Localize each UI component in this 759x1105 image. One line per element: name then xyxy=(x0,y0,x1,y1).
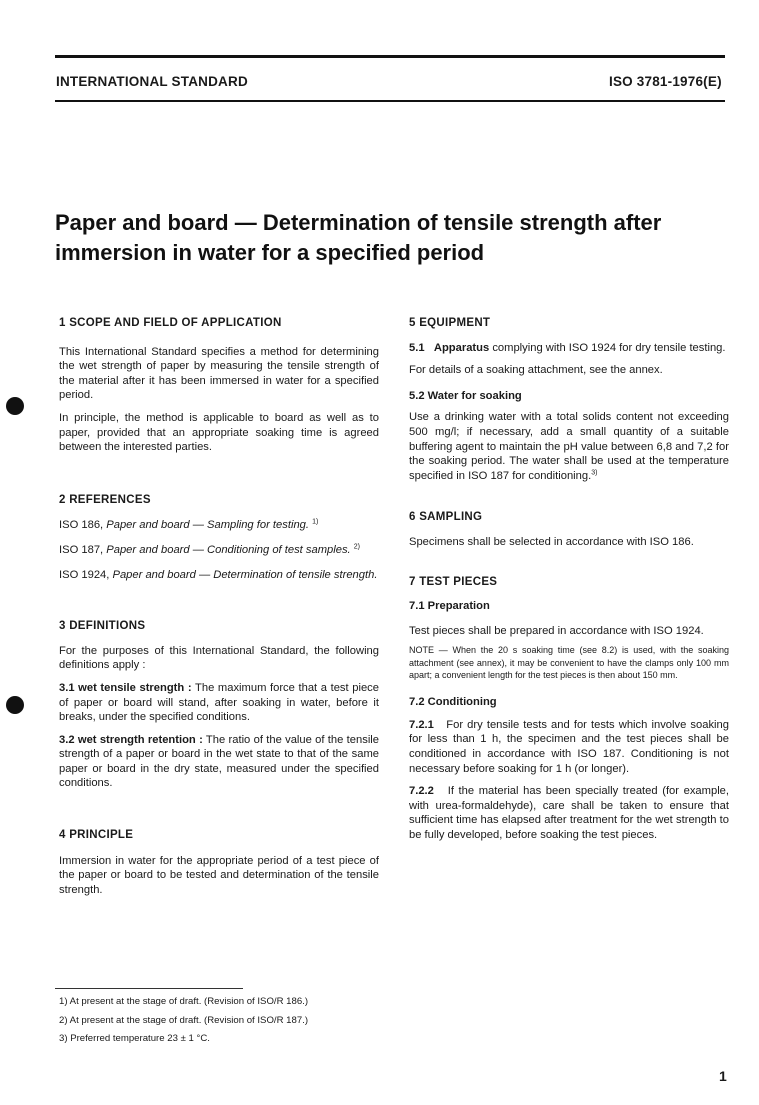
preparation-note: NOTE — When the 20 s soaking time (see 8.2) is used, with the soaking attachment (see annex), it may be convenient to have the clamps only 100 mm apart; a convenient length for the test pieces is then about 150 mm. xyxy=(409,645,729,680)
clause-text: complying with ISO 1924 for dry tensile testing. xyxy=(492,341,726,354)
scope-paragraph-2: In principle, the method is applicable to board as well as to paper, provided that an appropriate soaking time is agreed between the interested parties. xyxy=(59,411,379,454)
definitions-intro: For the purposes of this International Standard, the following definitions apply : xyxy=(59,644,379,672)
definition-3-1 xyxy=(59,681,379,725)
reference-item xyxy=(59,543,379,558)
definition-text: The ratio of the value of the tensile strength of a paper or board in the wet state to that of the same paper or board in the dry state, measured under the specified conditions. xyxy=(59,733,380,790)
scope-paragraph-1: This International Standard specifies a method for determining the wet strength of paper by measuring the tensile strength of the material after it has been immersed in water for a specified period. xyxy=(59,345,379,402)
clause-text: For dry tensile tests and for tests which involve soaking for less than 1 h, the specimen and the test pieces shall be conditioned in accordance with ISO 187. Conditioning is not necessary before soaking for 1 h (or longer). xyxy=(409,718,729,775)
margin-bullet xyxy=(6,696,24,714)
clause-number: 5.1 xyxy=(409,341,425,354)
conditioning-7-2-2 xyxy=(409,784,729,842)
preparation-text: Test pieces shall be prepared in accordance with ISO 1924. xyxy=(409,624,704,637)
section-heading-4: 4 PRINCIPLE xyxy=(59,829,134,842)
subsection-heading-7-2: 7.2 Conditioning xyxy=(409,696,497,709)
clause-text: If the material has been specially treated (for example, with urea-formaldehyde), care shall be taken to ensure that sufficient time has elapsed after treatment for the wet strength to be fully developed, before soaking the test pieces. xyxy=(409,785,730,841)
clause-number: 7.2.2 xyxy=(409,785,434,798)
subsection-heading-5-2: 5.2 Water for soaking xyxy=(409,389,522,402)
subsection-heading-7-1: 7.1 Preparation xyxy=(409,600,490,613)
conditioning-7-2-1 xyxy=(409,718,729,776)
equipment-annex-note: For details of a soaking attachment, see the annex. xyxy=(409,364,663,377)
header-left: INTERNATIONAL STANDARD xyxy=(56,74,248,89)
header-top-rule xyxy=(55,55,725,58)
footnote-1: 1) At present at the stage of draft. (Revision of ISO/R 186.) xyxy=(59,996,309,1007)
footnote-3: 3) Preferred temperature 23 ± 1 °C. xyxy=(59,1033,210,1044)
page-title xyxy=(55,208,735,268)
section-heading-3: 3 DEFINITIONS xyxy=(59,620,146,633)
section-heading-5: 5 EQUIPMENT xyxy=(409,317,491,329)
footnote-marker: 1) xyxy=(312,518,319,526)
title-line-1: Paper and board — Determination of tensile strength after xyxy=(55,210,662,235)
clause-term: Apparatus xyxy=(433,341,490,354)
clause-text: Use a drinking water with a total solids content not exceeding 500 mg/l; if necessary, add a small quantity of a suitable buffering agent to maintain the pH value between 6,8 and 7,2 for the soaking period. The water shall be used at the temperature specified in ISO 187 for conditioning. xyxy=(409,411,729,482)
reference-code: ISO 187, xyxy=(59,543,104,556)
reference-title: Paper and board — Conditioning of test samples. xyxy=(106,543,351,556)
reference-title: Paper and board — Determination of tensile strength. xyxy=(112,568,378,581)
definition-3-2 xyxy=(59,733,379,791)
definition-term: 3.1 wet tensile strength : xyxy=(59,681,192,694)
definition-term: 3.2 wet strength retention : xyxy=(59,733,203,746)
clause-number: 7.2.1 xyxy=(409,718,434,731)
equipment-5-1 xyxy=(409,341,729,356)
principle-text: Immersion in water for the appropriate period of a test piece of the paper or board to be tested and determination of the tensile strength. xyxy=(59,854,379,896)
section-heading-2: 2 REFERENCES xyxy=(59,493,151,506)
footnote-marker: 2) xyxy=(353,543,361,551)
header-bottom-rule xyxy=(55,100,725,102)
reference-code: ISO 186, xyxy=(59,519,104,532)
section-heading-6: 6 SAMPLING xyxy=(409,511,483,524)
page-number: 1 xyxy=(719,1068,727,1084)
reference-code: ISO 1924, xyxy=(59,568,110,581)
header-right: ISO 3781-1976(E) xyxy=(609,74,722,89)
section-heading-7: 7 TEST PIECES xyxy=(409,575,498,588)
section-heading-1: 1 SCOPE AND FIELD OF APPLICATION xyxy=(59,317,282,329)
left-column xyxy=(59,316,379,897)
sampling-text: Specimens shall be selected in accordance with ISO 186. xyxy=(409,535,694,548)
footnote-2: 2) At present at the stage of draft. (Revision of ISO/R 187.) xyxy=(59,1015,309,1026)
footnote-marker: 3) xyxy=(591,469,598,477)
definition-text: The maximum force that a test piece of paper or board will stand, after soaking in water, before it breaks, under the specified conditions. xyxy=(59,681,379,724)
footnote-rule xyxy=(55,988,243,989)
reference-item xyxy=(59,568,379,583)
water-for-soaking-text xyxy=(409,410,729,483)
right-column xyxy=(409,316,729,843)
margin-bullet xyxy=(6,397,24,415)
reference-item xyxy=(59,518,379,533)
reference-title: Paper and board — Sampling for testing. xyxy=(106,519,310,532)
title-line-2: immersion in water for a specified period xyxy=(55,240,485,265)
